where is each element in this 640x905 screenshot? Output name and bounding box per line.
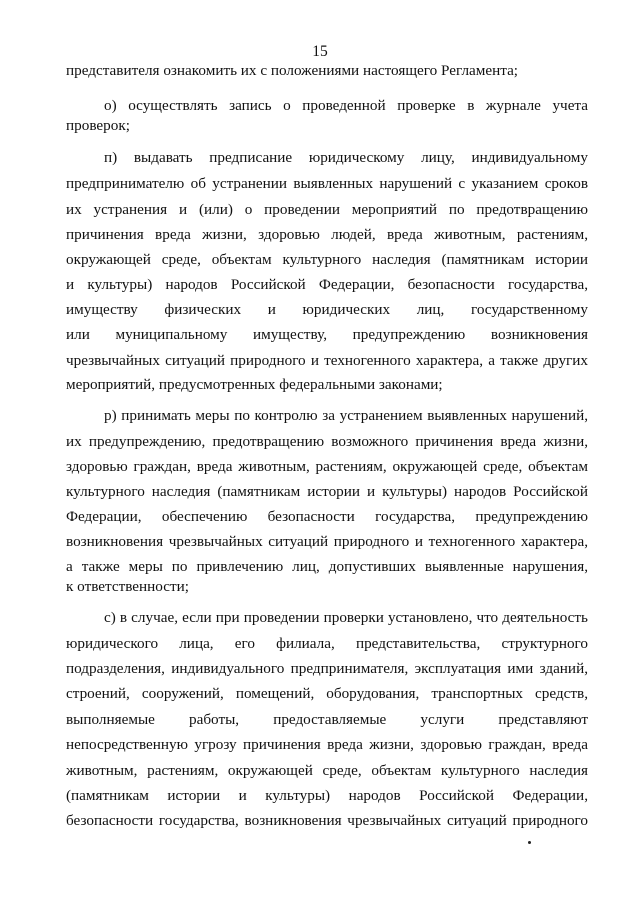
text-line: здоровью граждан, вреда животным, растениям, окружающей среде, объектам [66,458,588,475]
text-line: мероприятий, предусмотренных федеральными законами; [66,376,443,393]
text-line: а также меры по привлечению лиц, допустивших выявленные нарушения, [66,558,588,575]
text-line: выполняемые работы, предоставляемые услуги представляют [66,711,588,728]
text-line: представителя ознакомить их с положениями настоящего Регламента; [66,62,519,79]
text-line: их предупреждению, предотвращению возможного причинения вреда жизни, [66,433,588,450]
text-line: имуществу физических и юридических лиц, государственному [66,301,588,318]
page-number: 15 [312,43,328,60]
text-line: р) принимать меры по контролю за устранением выявленных нарушений, [104,407,588,424]
text-line: (памятникам истории и культуры) народов Российской Федерации, [66,787,588,804]
text-line: проверок; [66,117,130,134]
text-line: Федерации, обеспечению безопасности государства, предупреждению [66,508,588,525]
text-line: возникновения чрезвычайных ситуаций природного и техногенного характера, [66,533,588,550]
text-line: чрезвычайных ситуаций природного и техногенного характера, а также других [66,352,588,369]
text-line: подразделения, индивидуального предпринимателя, эксплуатация ими зданий, [66,660,588,677]
text-line: непосредственную угрозу причинения вреда жизни, здоровью граждан, вреда [66,736,588,753]
text-line: окружающей среде, объектам культурного наследия (памятникам истории [66,251,588,268]
text-line: причинения вреда жизни, здоровью людей, вреда животным, растениям, [66,226,588,243]
text-line: их устранения и (или) о проведении мероприятий по предотвращению [66,201,588,218]
text-line: предпринимателю об устранении выявленных нарушений с указанием сроков [66,175,588,192]
text-line: строений, сооружений, помещений, оборудования, транспортных средств, [66,685,588,702]
text-line: или муниципальному имуществу, предупреждению возникновения [66,326,588,343]
text-line: и культуры) народов Российской Федерации, безопасности государства, [66,276,588,293]
text-line: безопасности государства, возникновения чрезвычайных ситуаций природного [66,812,588,829]
text-line: с) в случае, если при проведении проверки установлено, что деятельность [104,609,588,626]
text-line: культурного наследия (памятникам истории и культуры) народов Российской [66,483,588,500]
text-line: к ответственности; [66,578,190,595]
text-line: животным, растениям, окружающей среде, объектам культурного наследия [66,762,588,779]
text-line: юридического лица, его филиала, представительства, структурного [66,635,588,652]
text-line: о) осуществлять запись о проведенной проверке в журнале учета [104,97,588,114]
text-line: п) выдавать предписание юридическому лицу, индивидуальному [104,149,588,166]
scan-speck [528,841,531,844]
